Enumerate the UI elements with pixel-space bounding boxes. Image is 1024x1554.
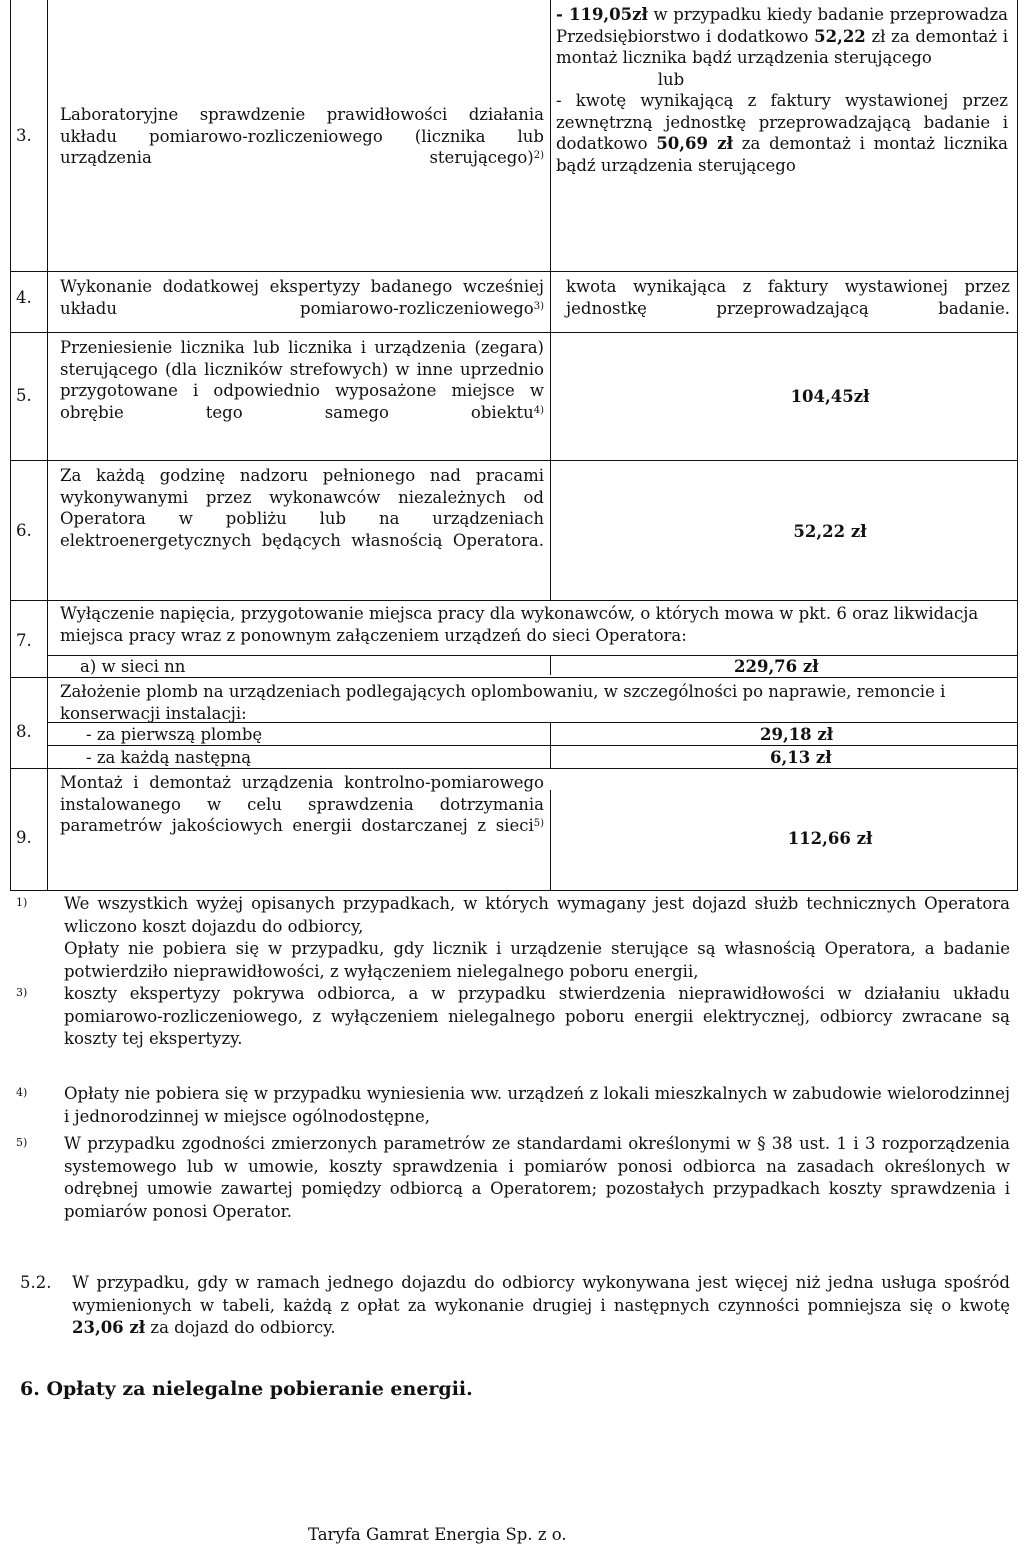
row-5-fee: [550, 386, 1024, 408]
row-6-fee-amount: 52,22 zł: [793, 522, 867, 541]
row-3-amount-2: 52,22: [814, 26, 866, 46]
row-7-sub-fee: [734, 656, 819, 678]
row-4-description-text: Wykonanie dodatkowej ekspertyzy badanego wcześniej układu pomiarowo-rozliczeniowego: [60, 277, 544, 318]
row-3-fee-text-4: za demontaż i montaż licznika bądź urządzenia sterującego: [556, 134, 1009, 175]
row-8-sub1-fee: [760, 724, 833, 746]
row-8-sub1-fee-amount: 29,18 zł: [760, 725, 834, 744]
table-col-divider-1: [47, 0, 48, 890]
row-3-description: [60, 104, 544, 169]
section-5-2-number: 5.2.: [20, 1273, 52, 1292]
row-9-number: 9.: [16, 828, 32, 847]
row-divider-4-5: [10, 332, 1018, 333]
row-3-description-text: Laboratoryjne sprawdzenie prawidłowości działania układu pomiarowo-rozliczeniowego (licznika lub urządzenia sterującego): [60, 105, 544, 167]
row-9-fee-amount: 112,66 zł: [787, 829, 873, 848]
row-7-number: 7.: [16, 631, 32, 650]
row-3-fee-text-3: - kwotę wynikającą z faktury wystawionej przez zewnętrzną jednostkę przeprowadzającą badanie i dodatkowo: [556, 91, 1008, 153]
footnote-3-mark: 3): [16, 986, 28, 999]
footnote-5-text: W przypadku zgodności zmierzonych parametrów ze standardami określonymi w § 38 ust. 1 i 3 rozporządzenia systemowego lub w umowie, koszty sprawdzenia i pomiarów ponosi odbiorca na zasadach określonych w odrębnej umowie zawartej pomiędzy odbiorcą a Operatorem; pozostałych przypadkach koszty sprawdzenia i pomiarów ponosi Operator.: [64, 1134, 1010, 1221]
table-col-divider-2: [550, 0, 551, 600]
row-6-description: Za każdą godzinę nadzoru pełnionego nad pracami wykonywanymi przez wykonawców niezależnych od Operatora w pobliżu lub na urządzeniach elektroenergetycznych będących własnością Operatora.: [60, 466, 544, 550]
section-5-2-text-before: W przypadku, gdy w ramach jednego dojazdu do odbiorcy wykonywana jest więcej niż jedna usługa spośród wymienionych w tabeli, każdą z opłat za wykonanie drugiej i następnych czynności pomniejsza się o kwotę: [72, 1273, 1010, 1315]
footnote-4-mark: 4): [16, 1086, 28, 1099]
row-4-description: [60, 276, 544, 319]
row-8-description: Założenie plomb na urządzeniach podlegających oplombowaniu, w szczególności po naprawie, remoncie i konserwacji instalacji:: [60, 682, 946, 723]
row-divider-6-7: [10, 600, 1018, 601]
table-border-right: [1017, 0, 1018, 890]
row-7-sub-top: [47, 655, 1018, 656]
row-6-number: 6.: [16, 521, 32, 540]
row-8-sub2-label: - za każdą następną: [86, 748, 252, 767]
row-4-number: 4.: [16, 288, 32, 307]
row-5-description: [60, 337, 544, 423]
row-3-fee-text-2: zł za demontaż i montaż licznika bądź urządzenia sterującego: [556, 26, 1009, 67]
row-3-number: 3.: [16, 126, 32, 145]
section-5-2-text: [72, 1272, 1010, 1340]
table-col-divider-2b: [550, 655, 551, 675]
footnote-1-text: We wszystkich wyżej opisanych przypadkach, w których wymagany jest dojazd służb technicznych Operatora wliczono koszt dojazdu do odbiorcy,: [64, 894, 1010, 936]
row-5-description-text: Przeniesienie licznika lub licznika i urządzenia (zegara) sterującego (dla liczników strefowych) w inne uprzednio przygotowane i odpowiednio wyposażone miejsce w obrębie tego samego obiektu: [60, 338, 544, 422]
footnote-5-mark: 5): [16, 1136, 28, 1149]
row-3-footnote-ref: 2): [533, 150, 544, 161]
row-8-sub1-label: - za pierwszą plombę: [86, 725, 263, 744]
row-3-amount-3: 50,69 zł: [656, 134, 733, 153]
row-6-fee: [550, 521, 1024, 543]
section-5-2-text-after: za dojazd do odbiorcy.: [150, 1318, 336, 1337]
footnote-2-text: Opłaty nie pobiera się w przypadku, gdy licznik i urządzenie sterujące są własnością Operatora, a badanie potwierdziło nieprawidłowości, z wyłączeniem nielegalnego poboru energii,: [64, 939, 1010, 981]
section-6-heading: 6. Opłaty za nielegalne pobieranie energii.: [20, 1378, 473, 1400]
row-8-sub2-fee: [770, 747, 832, 769]
row-3-fee: [556, 4, 1008, 176]
row-4-footnote-ref: 3): [533, 300, 544, 312]
row-divider-3-4: [10, 271, 1018, 272]
section-5-2-amount: 23,06 zł: [72, 1318, 146, 1337]
row-9-description: [60, 772, 544, 837]
row-7-description: Wyłączenie napięcia, przygotowanie miejsca pracy dla wykonawców, o których mowa w pkt. 6 oraz likwidacja miejsca pracy wraz z ponownym załączeniem urządzeń do sieci Operatora:: [60, 604, 979, 645]
row-7-sub-label: a) w sieci nn: [80, 657, 186, 676]
row-3-amount-1: - 119,05zł: [556, 5, 648, 24]
row-9-footnote-ref: 5): [533, 818, 544, 829]
row-8-number: 8.: [16, 722, 32, 741]
row-9-description-text: Montaż i demontaż urządzenia kontrolno-pomiarowego instalowanego w celu sprawdzenia dotrzymania parametrów jakościowych energii dostarczanej z sieci: [60, 773, 544, 835]
row-9-fee: [550, 828, 1024, 850]
footnote-1-mark: 1): [16, 896, 28, 909]
footnote-3-text: koszty ekspertyzy pokrywa odbiorca, a w przypadku stwierdzenia nieprawidłowości w działaniu układu pomiarowo-rozliczeniowego, z wyłączeniem nielegalnego poboru energii elektrycznej, odbiorcy zwracane są koszty tej ekspertyzy.: [64, 984, 1010, 1048]
row-3-fee-text-1: w przypadku kiedy badanie przeprowadza Przedsiębiorstwo i dodatkowo: [556, 5, 1008, 46]
row-5-number: 5.: [16, 386, 32, 405]
row-divider-5-6: [10, 460, 1018, 461]
row-3-or: lub: [657, 69, 685, 89]
footnote-4-text: Opłaty nie pobiera się w przypadku wyniesienia ww. urządzeń z lokali mieszkalnych w zabudowie wielorodzinnej i jednorodzinnej w miejsce ogólnodostępne,: [64, 1084, 1010, 1126]
row-5-fee-amount: 104,45zł: [790, 387, 870, 406]
row-8-sub2-fee-amount: 6,13 zł: [770, 748, 832, 767]
row-4-fee: kwota wynikająca z faktury wystawionej przez jednostkę przeprowadzającą badanie.: [566, 277, 1010, 318]
page-footer: Taryfa Gamrat Energia Sp. z o.: [308, 1525, 567, 1544]
table-border-left: [10, 0, 11, 890]
row-7-sub-fee-amount: 229,76 zł: [734, 657, 819, 676]
table-border-bottom: [10, 890, 1018, 891]
row-5-footnote-ref: 4): [533, 404, 544, 416]
